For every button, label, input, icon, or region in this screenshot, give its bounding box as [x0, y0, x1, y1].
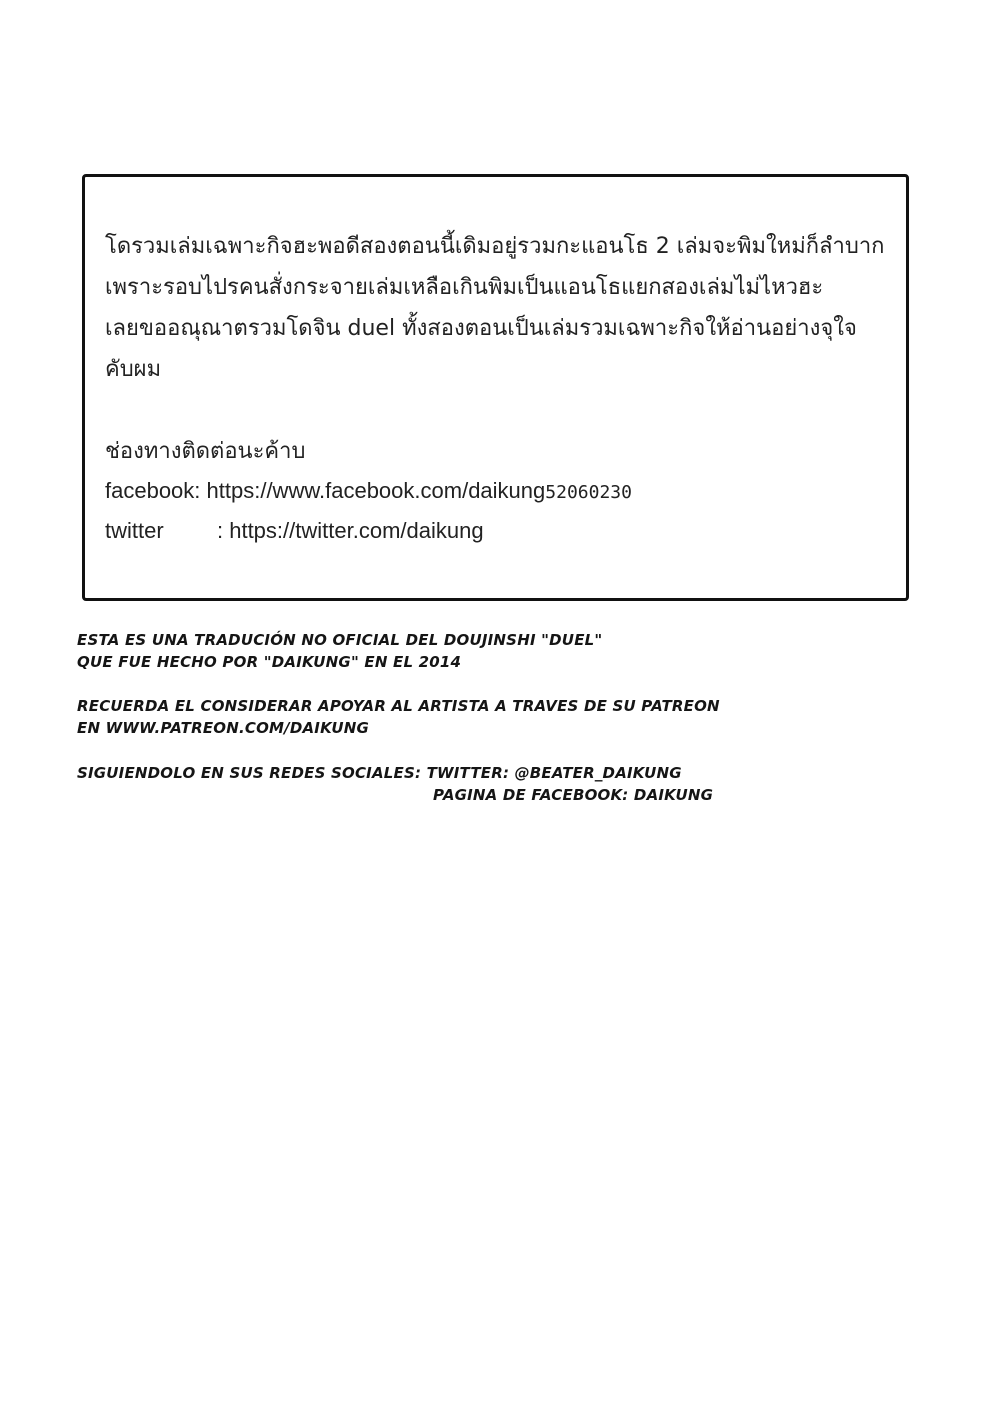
credit-line-2: QUE FUE HECHO POR "DAIKUNG" EN EL 2014 — [77, 653, 462, 671]
thai-line-3: เลยขออณุณาตรวมโดจิน duel ทั้งสองตอนเป็นเล่มรวมเฉพาะกิจให้อ่านอย่างจุใจ — [105, 316, 857, 341]
thai-line-1: โดรวมเล่มเฉพาะกิจฮะพอดีสองตอนนี้เดิมอยู่รวมกะแอนโธ 2 เล่มจะพิมใหม่ก็ลำบาก — [105, 234, 885, 259]
facebook-contact — [105, 478, 632, 504]
credit-line-3: RECUERDA EL CONSIDERAR APOYAR AL ARTISTA A TRAVES DE SU PATREON — [77, 697, 720, 715]
patreon-link[interactable]: EN WWW.PATREON.COM/DAIKUNG — [77, 719, 370, 737]
facebook-url[interactable]: : https://www.facebook.com/daikung — [194, 478, 546, 503]
thai-message — [105, 226, 905, 390]
contact-heading: ช่องทางติดต่อนะค้าบ — [105, 439, 306, 464]
translation-credit — [77, 629, 602, 673]
facebook-id: 52060230 — [545, 482, 632, 503]
patreon-note — [77, 695, 720, 739]
twitter-label: twitter — [105, 518, 164, 543]
credit-line-5: SIGUIENDOLO EN SUS REDES SOCIALES: TWITTER: @BEATER_DAIKUNG — [77, 764, 682, 782]
twitter-url[interactable]: : https://twitter.com/daikung — [217, 518, 484, 543]
facebook-label: facebook — [105, 478, 195, 503]
thai-line-2: เพราะรอบไปรคนสั่งกระจายเล่มเหลือเกินพิมเป็นแอนโธแยกสองเล่มไม่ไหวฮะ — [105, 275, 824, 300]
thai-line-4: คับผม — [105, 357, 162, 382]
credit-line-6: PAGINA DE FACEBOOK: DAIKUNG — [433, 786, 714, 804]
twitter-contact — [105, 518, 484, 544]
social-note — [77, 762, 713, 806]
credit-line-1: ESTA ES UNA TRADUCIÓN NO OFICIAL DEL DOUJINSHI "DUEL" — [77, 631, 603, 649]
